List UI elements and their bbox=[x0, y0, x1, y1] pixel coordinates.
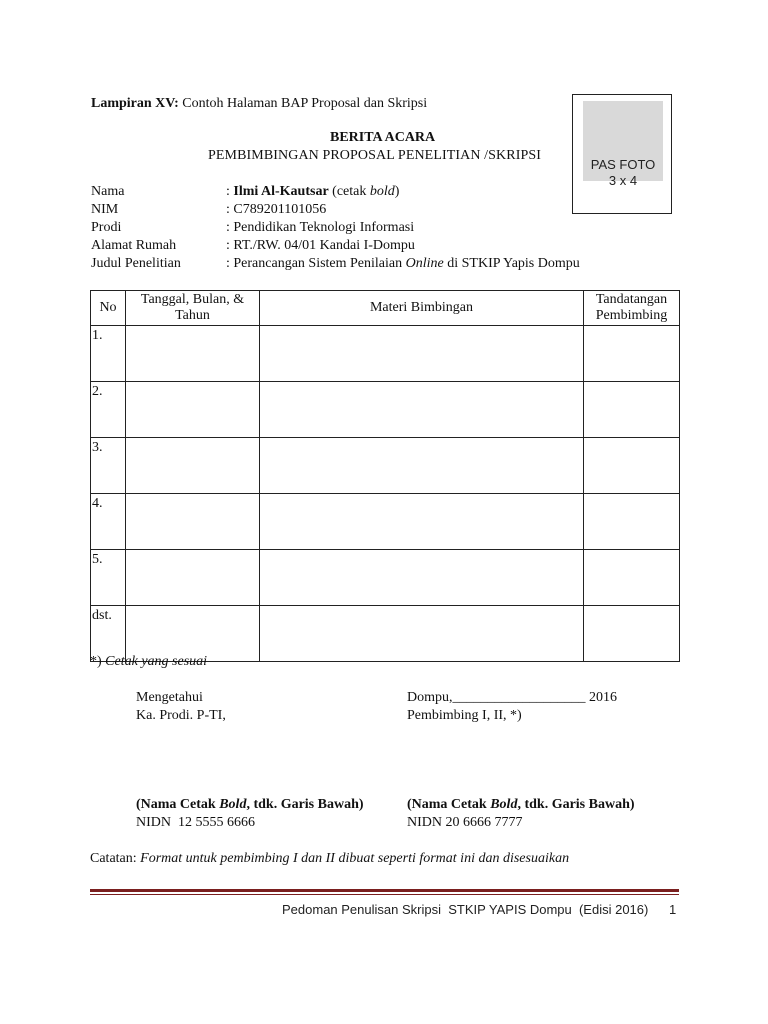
name-note-pre: (cetak bbox=[328, 184, 370, 199]
header-signature bbox=[584, 291, 680, 326]
header-no: No bbox=[91, 291, 126, 326]
footer-rule-thin bbox=[90, 894, 679, 895]
signature-cell[interactable] bbox=[584, 494, 680, 550]
footnote bbox=[90, 653, 207, 670]
left-sign-line2: Ka. Prodi. P-TI, bbox=[136, 708, 226, 723]
row-number: 1. bbox=[91, 326, 126, 382]
photo-label: PAS FOTO bbox=[590, 157, 656, 172]
name-note-post: ) bbox=[394, 184, 400, 199]
left-sign-line1: Mengetahui bbox=[136, 690, 203, 705]
table-row bbox=[91, 494, 680, 550]
appendix-label: Lampiran XV: bbox=[91, 96, 179, 111]
date-cell[interactable] bbox=[126, 382, 260, 438]
footnote-text: Cetak yang sesuai bbox=[105, 654, 208, 669]
document-subtitle: PEMBIMBINGAN PROPOSAL PENELITIAN /SKRIPSI bbox=[208, 148, 542, 163]
right-name-post: , tdk. Garis Bawah) bbox=[517, 797, 635, 812]
name-label: Nama bbox=[91, 184, 125, 199]
right-name-pre: (Nama Cetak bbox=[407, 797, 491, 812]
date-cell[interactable] bbox=[126, 326, 260, 382]
note bbox=[90, 850, 569, 867]
right-name-bold-italic: Bold bbox=[490, 797, 518, 812]
separator: : bbox=[226, 256, 234, 271]
header-date-line2: Tahun bbox=[175, 308, 210, 323]
date-cell[interactable] bbox=[126, 550, 260, 606]
footer-text: Pedoman Penulisan Skripsi STKIP YAPIS Dompu (Edisi 2016) bbox=[282, 902, 649, 917]
table-row bbox=[91, 550, 680, 606]
right-signatory-name bbox=[407, 796, 635, 813]
photo-placeholder bbox=[583, 101, 663, 188]
date-cell[interactable] bbox=[126, 438, 260, 494]
separator: : bbox=[226, 238, 234, 253]
note-text: Format untuk pembimbing I dan II dibuat seperti format ini dan disesuaikan bbox=[140, 851, 570, 866]
row-number: dst. bbox=[91, 606, 126, 662]
appendix-line bbox=[91, 95, 427, 112]
right-nidn: NIDN 20 6666 7777 bbox=[407, 815, 523, 830]
left-signatory-name bbox=[136, 796, 364, 813]
left-name-post: , tdk. Garis Bawah) bbox=[246, 797, 364, 812]
judul-post: di STKIP Yapis Dompu bbox=[443, 256, 580, 271]
table-row bbox=[91, 438, 680, 494]
signature-cell[interactable] bbox=[584, 326, 680, 382]
header-date bbox=[126, 291, 260, 326]
signature-cell[interactable] bbox=[584, 438, 680, 494]
materi-cell[interactable] bbox=[260, 326, 584, 382]
judul-label: Judul Penelitian bbox=[91, 256, 181, 271]
nim-value-line bbox=[226, 201, 326, 218]
table-row bbox=[91, 382, 680, 438]
materi-cell[interactable] bbox=[260, 494, 584, 550]
prodi-value-line bbox=[226, 219, 414, 236]
right-sign-line1: Dompu,___________________ 2016 bbox=[407, 690, 617, 705]
note-label: Catatan: bbox=[90, 851, 141, 866]
nim-value: C789201101056 bbox=[233, 202, 327, 217]
right-sign-line2: Pembimbing I, II, *) bbox=[407, 708, 522, 723]
document-title: BERITA ACARA bbox=[330, 130, 436, 145]
header-date-line1: Tanggal, Bulan, & bbox=[140, 292, 245, 307]
name-value: Ilmi Al-Kautsar bbox=[233, 184, 329, 199]
photo-size: 3 x 4 bbox=[608, 173, 638, 188]
footnote-mark: *) bbox=[90, 654, 102, 669]
judul-pre: Perancangan Sistem Penilaian bbox=[233, 256, 406, 271]
alamat-value-line bbox=[226, 237, 415, 254]
row-number: 5. bbox=[91, 550, 126, 606]
alamat-label: Alamat Rumah bbox=[91, 238, 177, 253]
prodi-value: Pendidikan Teknologi Informasi bbox=[233, 220, 415, 235]
separator: : bbox=[226, 220, 234, 235]
judul-value-line bbox=[226, 255, 580, 272]
table-row bbox=[91, 326, 680, 382]
name-note-bold: bold bbox=[369, 184, 395, 199]
header-signature-line2: Pembimbing bbox=[595, 308, 668, 323]
appendix-title: Contoh Halaman BAP Proposal dan Skripsi bbox=[182, 96, 428, 111]
page-number: 1 bbox=[669, 902, 677, 917]
row-number: 2. bbox=[91, 382, 126, 438]
prodi-label: Prodi bbox=[91, 220, 122, 235]
signature-cell[interactable] bbox=[584, 550, 680, 606]
footer-rule-thick bbox=[90, 889, 679, 892]
photo-box bbox=[572, 94, 672, 214]
row-number: 3. bbox=[91, 438, 126, 494]
nim-label: NIM bbox=[91, 202, 119, 217]
left-name-bold-italic: Bold bbox=[219, 797, 247, 812]
guidance-table bbox=[90, 290, 680, 662]
left-name-pre: (Nama Cetak bbox=[136, 797, 220, 812]
header-signature-line1: Tandatangan bbox=[595, 292, 668, 307]
signature-cell[interactable] bbox=[584, 382, 680, 438]
materi-cell[interactable] bbox=[260, 606, 584, 662]
materi-cell[interactable] bbox=[260, 382, 584, 438]
left-nidn: NIDN 12 5555 6666 bbox=[136, 815, 255, 830]
name-value-line bbox=[226, 183, 399, 200]
judul-italic: Online bbox=[405, 256, 444, 271]
materi-cell[interactable] bbox=[260, 438, 584, 494]
materi-cell[interactable] bbox=[260, 550, 584, 606]
date-cell[interactable] bbox=[126, 494, 260, 550]
header-materi: Materi Bimbingan bbox=[260, 291, 584, 326]
alamat-value: RT./RW. 04/01 Kandai I-Dompu bbox=[233, 238, 415, 253]
separator: : bbox=[226, 184, 234, 199]
row-number: 4. bbox=[91, 494, 126, 550]
separator: : bbox=[226, 202, 234, 217]
signature-cell[interactable] bbox=[584, 606, 680, 662]
